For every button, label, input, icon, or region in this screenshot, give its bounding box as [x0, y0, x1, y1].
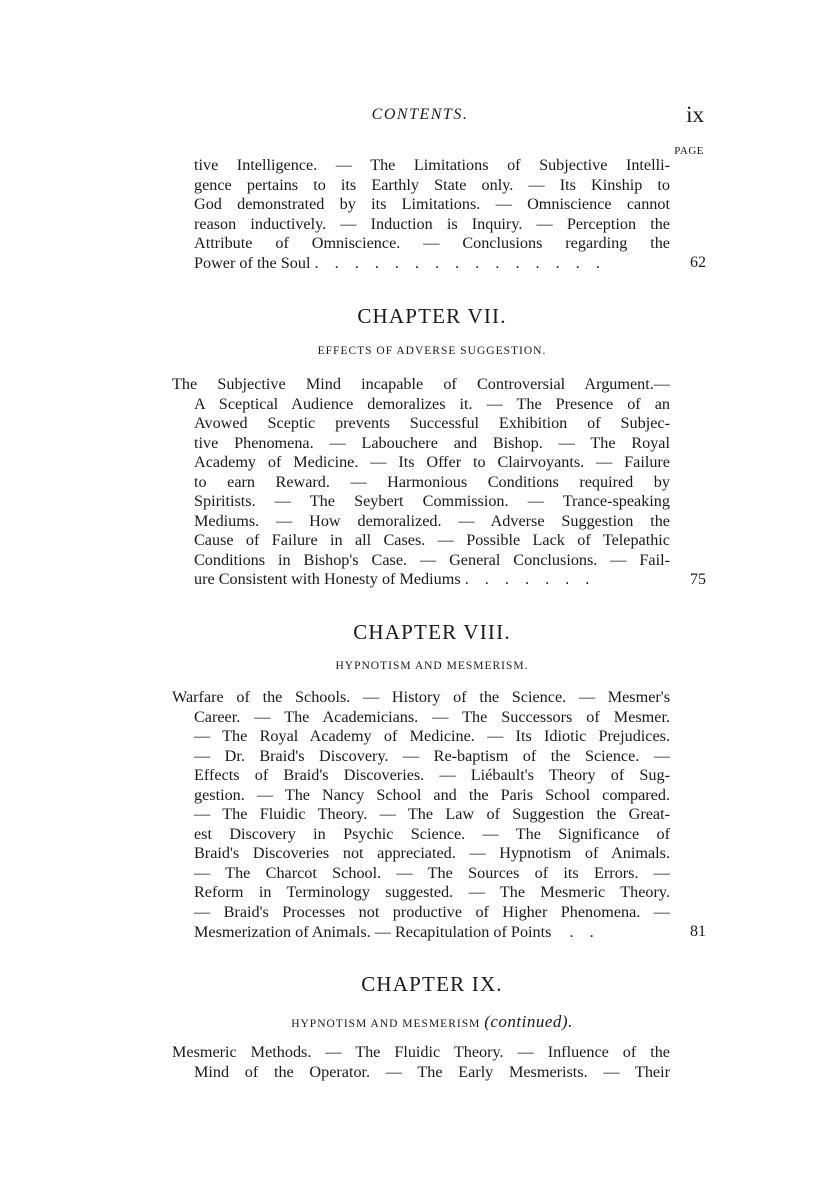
entry-last-line: [172, 923, 670, 943]
entry-line: Mesmerization of Animals. — Recapitulation of Points: [194, 922, 552, 941]
dot-leader: . . . . . . .: [464, 570, 596, 589]
entry-line: to earn Reward. — Harmonious Conditions required by: [194, 472, 670, 491]
entry-line: Power of the Soul: [194, 253, 311, 272]
entry-line: ure Consistent with Honesty of Mediums: [194, 570, 461, 589]
entry-line: Career. — The Academicians. — The Successors of Mesmer.: [194, 707, 670, 726]
entry-line: Reform in Terminology suggested. — The Mesmeric Theory.: [194, 883, 670, 902]
running-title: CONTENTS.: [371, 106, 469, 123]
entry-line: Cause of Failure in all Cases. — Possible Lack of Telepathic: [194, 531, 670, 550]
entry-line: Mediums. — How demoralized. — Adverse Suggestion the: [194, 511, 670, 530]
chapter-8-entry: [172, 688, 670, 942]
entry-line: Braid's Discoveries not appreciated. — Hypnotism of Animals.: [194, 844, 670, 863]
chapter-subtitle-note: (continued).: [484, 1012, 573, 1031]
dot-leader: . .: [569, 922, 600, 941]
page-number: 75: [690, 571, 706, 588]
page-number: 62: [690, 254, 706, 271]
entry-line: Conditions in Bishop's Case. — General Conclusions. — Fail-: [194, 550, 670, 569]
entry-line: tive Intelligence. — The Limitations of Subjective Intelli-: [194, 156, 670, 174]
chapter-9-entry: [172, 1043, 670, 1082]
chapter-heading: CHAPTER VII.: [357, 304, 507, 328]
entry-line: tive Phenomena. — Labouchere and Bishop. — The Royal: [194, 433, 670, 452]
entry-line: Warfare of the Schools. — History of the Science. — Mesmer's: [172, 688, 670, 706]
page-number: 81: [690, 923, 706, 940]
entry-line: God demonstrated by its Limitations. — Omniscience cannot: [194, 195, 670, 214]
entry-line: est Discovery in Psychic Science. — The Significance of: [194, 824, 670, 843]
entry-last-line: [172, 254, 670, 274]
entry-line: — The Charcot School. — The Sources of its Errors. —: [194, 863, 670, 882]
entry-line: Mind of the Operator. — The Early Mesmerists. — Their: [194, 1062, 670, 1081]
entry-continuation: [172, 156, 670, 273]
entry-last-line: [172, 570, 670, 590]
entry-line: Attribute of Omniscience. — Conclusions regarding the: [194, 234, 670, 253]
entry-line: — Braid's Processes not productive of Higher Phenomena. —: [194, 903, 670, 922]
chapter-heading: CHAPTER IX.: [361, 972, 503, 996]
chapter-subtitle-text: HYPNOTISM AND MESMERISM: [291, 1018, 481, 1030]
entry-line: gestion. — The Nancy School and the Paris School compared.: [194, 785, 670, 804]
running-head: [0, 102, 840, 136]
page-folio: ix: [686, 102, 704, 127]
entry-line: Academy of Medicine. — Its Offer to Clairvoyants. — Failure: [194, 453, 670, 472]
entry-line: The Subjective Mind incapable of Controversial Argument.—: [172, 375, 670, 393]
chapter-subtitle: EFFECTS OF ADVERSE SUGGESTION.: [317, 345, 547, 357]
page-column-label: PAGE: [674, 145, 704, 157]
entry-line: Mesmeric Methods. — The Fluidic Theory. — Influence of the: [172, 1043, 670, 1061]
entry-line: gence pertains to its Earthly State only. — Its Kinship to: [194, 175, 670, 194]
chapter-7-entry: [172, 375, 670, 590]
entry-line: Spiritists. — The Seybert Commission. — Trance-speaking: [194, 492, 670, 511]
entry-line: — The Fluidic Theory. — The Law of Suggestion the Great-: [194, 805, 670, 824]
entry-line: Effects of Braid's Discoveries. — Liébault's Theory of Sug-: [194, 766, 670, 785]
entry-line: A Sceptical Audience demoralizes it. — The Presence of an: [194, 394, 670, 413]
dot-leader: . . . . . . . . . . . . . . .: [314, 253, 606, 272]
entry-line: — Dr. Braid's Discovery. — Re-baptism of the Science. —: [194, 746, 670, 765]
chapter-heading: CHAPTER VIII.: [353, 620, 511, 644]
entry-line: Avowed Sceptic prevents Successful Exhibition of Subjec-: [194, 414, 670, 433]
chapter-subtitle: HYPNOTISM AND MESMERISM.: [335, 660, 529, 672]
entry-line: — The Royal Academy of Medicine. — Its Idiotic Prejudices.: [194, 727, 670, 746]
chapter-subtitle: [172, 1012, 692, 1032]
entry-line: reason inductively. — Induction is Inquiry. — Perception the: [194, 214, 670, 233]
